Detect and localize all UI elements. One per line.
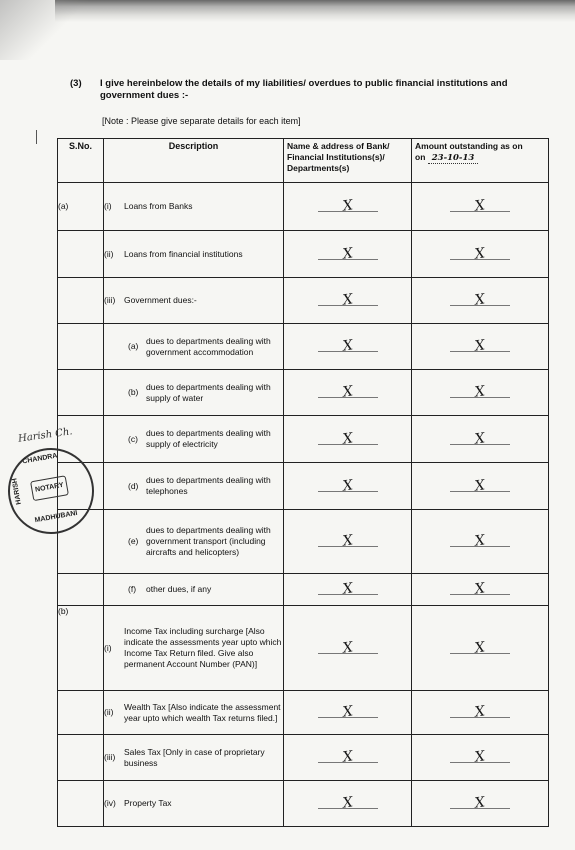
amount-header: Amount outstanding as on on 23-10-13: [412, 139, 549, 183]
name-address-cell: [284, 183, 412, 231]
amount-cell: [412, 416, 549, 463]
cross-mark: X: [473, 337, 486, 355]
row-description: Loans from Banks: [124, 201, 193, 211]
name-address-cell: [284, 574, 412, 606]
cross-mark: X: [341, 197, 354, 215]
amount-cell: [412, 278, 549, 324]
row-description-cell: [104, 691, 284, 735]
row-description: Loans from financial institutions: [124, 248, 243, 259]
amount-cell: [412, 781, 549, 827]
table-row: [58, 231, 549, 278]
cross-mark: X: [473, 794, 486, 812]
row-description: dues to departments dealing with telephones: [146, 475, 271, 496]
cross-mark: X: [341, 638, 354, 657]
row-description-cell: [104, 510, 284, 574]
cross-mark: X: [341, 383, 354, 401]
row-roman-index: (iii): [104, 295, 116, 305]
cross-mark: X: [473, 291, 486, 309]
cross-mark: X: [341, 748, 354, 766]
row-roman-index: (i): [104, 201, 112, 211]
name-address-cell: [284, 416, 412, 463]
amount-cell: [412, 735, 549, 781]
row-description: dues to departments dealing with government accommodation: [146, 335, 271, 357]
cross-mark: X: [473, 244, 486, 263]
row-sno: (a): [58, 183, 104, 231]
cross-mark: X: [473, 638, 486, 657]
row-description-cell: [104, 781, 284, 827]
row-sno: [58, 574, 104, 606]
cross-mark: X: [473, 748, 486, 766]
row-sno: [58, 691, 104, 735]
row-description-cell: [104, 183, 284, 231]
row-sno: [58, 324, 104, 370]
row-sno: [58, 231, 104, 278]
row-description: other dues, if any: [146, 584, 212, 594]
table-row: [58, 691, 549, 735]
name-address-cell: [284, 231, 412, 278]
table-row: [58, 574, 549, 606]
row-sno: (b): [58, 606, 104, 691]
cross-mark: X: [473, 580, 486, 598]
table-header-row: [58, 139, 549, 183]
amount-cell: [412, 606, 549, 691]
table-row: [58, 183, 549, 231]
table-row: [58, 510, 549, 574]
row-description: Wealth Tax [Also indicate the assessment year upto which wealth Tax returns filed.]: [124, 701, 281, 723]
table-row: [58, 324, 549, 370]
scan-edge-top: [55, 0, 575, 22]
name-address-cell: [284, 278, 412, 324]
row-description-cell: [104, 606, 284, 691]
row-description-cell: [104, 370, 284, 416]
cross-mark: X: [473, 476, 486, 495]
row-sno: [58, 735, 104, 781]
section-number: (3): [70, 78, 82, 89]
margin-mark: [36, 130, 37, 144]
cross-mark: X: [341, 532, 354, 550]
row-roman-index: (i): [104, 642, 112, 653]
row-description-cell: [104, 231, 284, 278]
table-row: [58, 735, 549, 781]
row-roman-index: (ii): [104, 707, 114, 717]
row-roman-index: (ii): [104, 248, 114, 259]
row-roman-index: (iii): [104, 752, 116, 762]
row-sub-index: (a): [128, 341, 139, 351]
cross-mark: X: [341, 580, 354, 598]
section-intro-text: I give hereinbelow the details of my liabilities/ overdues to public financial institutions and government dues :-: [100, 78, 508, 101]
cross-mark: X: [473, 703, 486, 721]
scan-shadow-corner: [0, 0, 90, 60]
stamp-bottom-text: MADHUBANI: [34, 509, 79, 525]
cross-mark: X: [341, 291, 354, 309]
table-row: [58, 278, 549, 324]
row-description: dues to departments dealing with supply of water: [146, 381, 271, 403]
amount-date: 23-10-13: [428, 153, 479, 164]
row-sno: [58, 370, 104, 416]
amount-cell: [412, 183, 549, 231]
sno-header: S.No.: [58, 139, 104, 183]
row-description-cell: [104, 416, 284, 463]
row-description: Income Tax including surcharge [Also indicate the assessments year upto which Income Tax Return filed. Give also permanent Account Number (PAN)]: [124, 626, 282, 669]
note-text: [Note : Please give separate details for each item]: [102, 116, 301, 126]
amount-header-label: Amount outstanding as on: [415, 141, 523, 151]
notary-signature: Harish Ch.: [17, 426, 74, 445]
name-address-cell: [284, 324, 412, 370]
row-description: Sales Tax [Only in case of proprietary business: [124, 746, 265, 768]
row-sno: [58, 278, 104, 324]
stamp-left-text: HARISH: [11, 477, 23, 506]
amount-cell: [412, 231, 549, 278]
name-address-cell: [284, 781, 412, 827]
name-address-cell: [284, 370, 412, 416]
amount-cell: [412, 691, 549, 735]
stamp-center-text: NOTARY: [30, 475, 69, 501]
row-description: Government dues:-: [124, 295, 197, 305]
description-header: Description: [104, 139, 284, 183]
table-row: [58, 781, 549, 827]
cross-mark: X: [341, 244, 354, 263]
row-sub-index: (d): [128, 480, 139, 491]
cross-mark: X: [341, 476, 354, 495]
table-row: [58, 606, 549, 691]
cross-mark: X: [341, 794, 354, 812]
cross-mark: X: [473, 429, 486, 448]
row-sub-index: (c): [128, 433, 138, 444]
name-address-cell: [284, 463, 412, 510]
stamp-top-text: CHANDRA: [21, 452, 58, 466]
amount-cell: [412, 510, 549, 574]
row-sno: [58, 781, 104, 827]
name-address-cell: [284, 606, 412, 691]
row-sub-index: (b): [128, 387, 139, 397]
amount-cell: [412, 463, 549, 510]
liabilities-table: [57, 138, 549, 827]
row-roman-index: (iv): [104, 798, 116, 808]
name-address-cell: [284, 691, 412, 735]
name-address-header: Name & address of Bank/ Financial Institutions(s)/ Departments(s): [284, 139, 412, 183]
table-row: [58, 370, 549, 416]
cross-mark: X: [473, 197, 486, 215]
cross-mark: X: [341, 429, 354, 448]
cross-mark: X: [341, 703, 354, 721]
cross-mark: X: [341, 337, 354, 355]
amount-cell: [412, 370, 549, 416]
row-description-cell: [104, 278, 284, 324]
name-address-cell: [284, 735, 412, 781]
row-description: Property Tax: [124, 798, 172, 808]
row-description: dues to departments dealing with government transport (including aircrafts and helicopters): [146, 525, 271, 557]
table-row: [58, 416, 549, 463]
row-description: dues to departments dealing with supply of electricity: [146, 428, 271, 449]
row-sub-index: (e): [128, 536, 139, 546]
row-description-cell: [104, 463, 284, 510]
table-row: [58, 463, 549, 510]
cross-mark: X: [473, 532, 486, 550]
row-description-cell: [104, 324, 284, 370]
cross-mark: X: [473, 383, 486, 401]
row-description-cell: [104, 735, 284, 781]
row-sub-index: (f): [128, 584, 137, 594]
row-description-cell: [104, 574, 284, 606]
amount-cell: [412, 574, 549, 606]
name-address-cell: [284, 510, 412, 574]
amount-cell: [412, 324, 549, 370]
